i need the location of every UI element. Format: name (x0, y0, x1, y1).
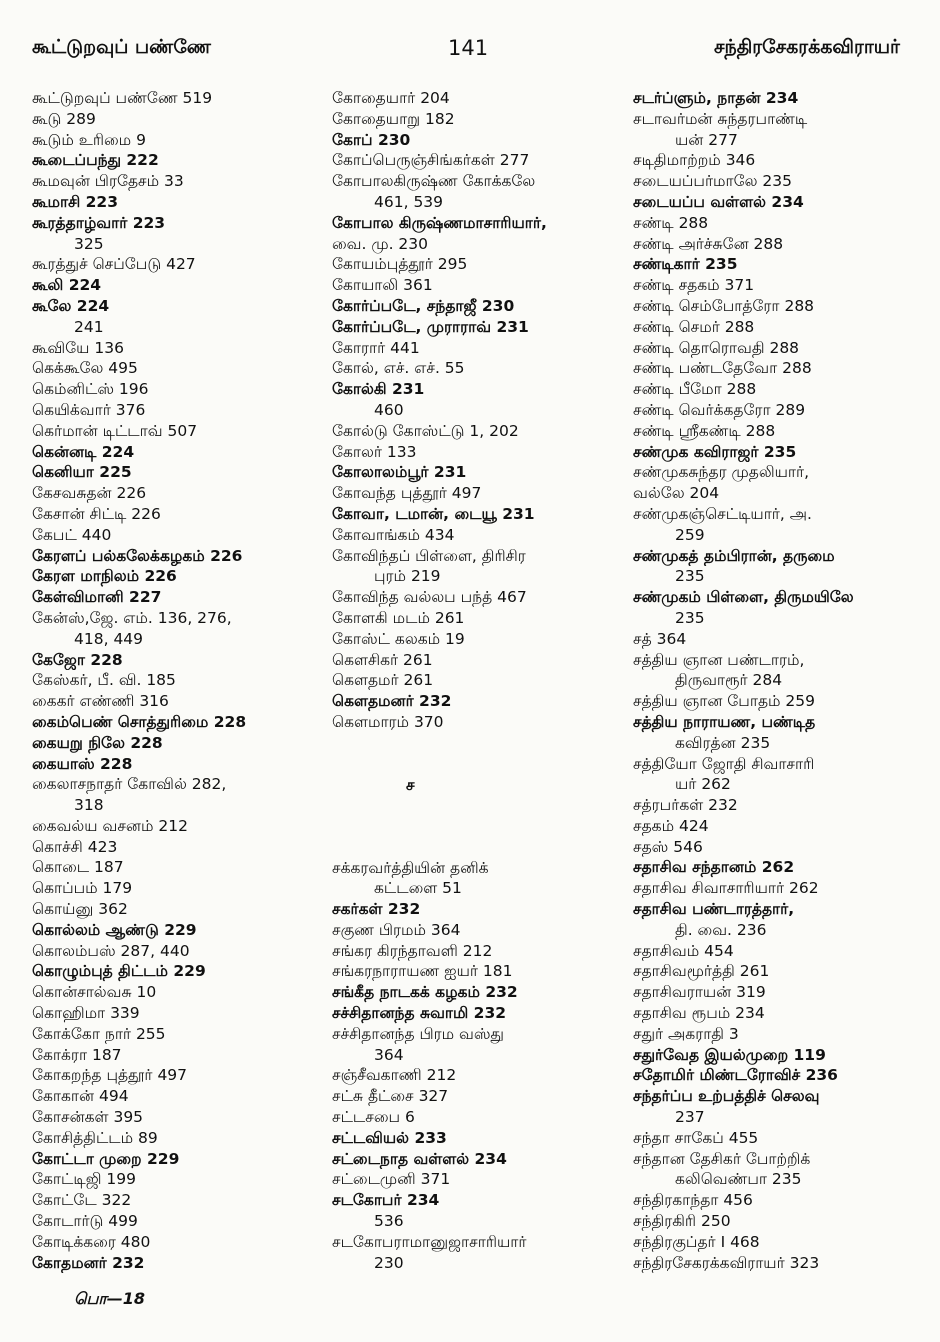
index-entry-continuation: 237 (675, 1108, 705, 1127)
index-entry: சண்டி வெர்க்கதரோ 289 (633, 400, 806, 419)
index-entry: சண்முகம் பிள்ளை, திருமயிலே (633, 588, 854, 607)
index-entry: சதகம் 424 (633, 816, 709, 835)
index-entry-continuation: கட்டளை 51 (374, 879, 462, 898)
index-entry: கூலே 224 (32, 296, 110, 315)
index-entry: கூடு 289 (32, 109, 96, 128)
section-gap (332, 733, 622, 775)
signature-mark: பொ—18 (74, 1289, 145, 1308)
index-entry: கௌசிகர் 261 (332, 650, 433, 669)
index-entry: கையாஸ் 228 (32, 754, 133, 773)
index-entry-continuation: 460 (374, 400, 404, 419)
index-entry: கோபால கிருஷ்ணமாசாரியார், (332, 213, 547, 232)
index-entry: சண்டி 288 (633, 213, 709, 232)
index-entry-continuation: தி. வை. 236 (675, 920, 767, 939)
index-entry: கோடார்டு 499 (32, 1212, 138, 1231)
index-entry: கொல்லம் ஆண்டு 229 (32, 920, 197, 939)
index-entry: கொய்னு 362 (32, 900, 128, 919)
index-entry-continuation: கலிவெண்பா 235 (675, 1170, 802, 1189)
index-entry: கூடைப்பந்து 222 (32, 151, 159, 170)
index-entry: கூட்டுறவுப் பண்ணே 519 (32, 89, 213, 107)
index-entry: கோடிக்கரை 480 (32, 1232, 151, 1251)
index-entry: கொலம்பஸ் 287, 440 (32, 941, 190, 960)
index-entry: கோவா, டமான், டையூ 231 (332, 504, 535, 523)
index-entry: சச்சிதானந்த பிரம வஸ்து (332, 1024, 504, 1043)
index-entry: சத்திய நாராயண, பண்டித (633, 712, 816, 731)
index-entry: கோவாங்கம் 434 (332, 525, 455, 544)
index-entry: கோயம்புத்தூர் 295 (332, 255, 468, 274)
index-entry: கேள்விமானி 227 (32, 588, 162, 607)
index-entry: சண்முகசுந்தர முதலியார், (633, 463, 810, 482)
index-entry: சதாசிவ ரூபம் 234 (633, 1004, 765, 1023)
index-entry: கோல்கி 231 (332, 380, 425, 399)
index-entry: சத்திய ஞான போதம் 259 (633, 692, 816, 711)
index-entry: கோதமனர் 232 (32, 1253, 145, 1272)
index-entry: கோட்டிஜி 199 (32, 1170, 136, 1189)
index-entry-continuation: 259 (675, 525, 705, 544)
index-entry: சடிதிமாற்றம் 346 (633, 151, 756, 170)
index-entry-continuation: 318 (74, 796, 104, 815)
index-entry: கோதையார் 204 (332, 89, 450, 107)
index-entry: சங்கர கிரந்தாவளி 212 (332, 941, 493, 960)
index-entry: கெர்மான் டிட்டாவ் 507 (32, 421, 198, 440)
index-entry: சந்தான தேசிகர் போற்றிக் (633, 1149, 811, 1168)
index-entry: கொஹிமா 339 (32, 1004, 140, 1023)
index-entry: கேஜோ 228 (32, 650, 123, 669)
index-entry-continuation: திருவாரூர் 284 (675, 671, 783, 690)
index-column-3 (633, 88, 933, 1273)
index-entry: கூரத்துச் செப்பேடு 427 (32, 255, 196, 274)
index-entry: கொடை 187 (32, 858, 124, 877)
index-entry: சக்கரவர்த்தியின் தனிக் (332, 858, 489, 877)
index-entry: சட்சு தீட்சை 327 (332, 1087, 449, 1106)
index-entry: சந்திரகாந்தா 456 (633, 1191, 753, 1210)
index-entry-continuation: யர் 262 (675, 775, 731, 794)
index-entry: சத்ரபர்கள் 232 (633, 796, 738, 815)
index-entry: கெம்னிட்ஸ் 196 (32, 380, 149, 399)
index-entry: கேஸ்கர், பீ. வி. 185 (32, 671, 176, 690)
index-entry: கோர்ப்படே, முராராவ் 231 (332, 317, 529, 336)
index-entry-continuation: 325 (74, 234, 104, 253)
index-entry: கௌமாரம் 370 (332, 712, 444, 731)
index-entry: கேரள மாநிலம் 226 (32, 567, 177, 586)
index-entry: கௌதமர் 261 (332, 671, 434, 690)
index-entry: கெயிக்வார் 376 (32, 400, 146, 419)
index-entry: கோகறந்த புத்தூர் 497 (32, 1066, 188, 1085)
index-entry: சடாவர்மன் சுந்தரபாண்டி (633, 109, 808, 128)
index-entry: கைகர் எண்ணி 316 (32, 692, 169, 711)
running-head-right: சந்திரசேகரக்கவிராயர் (714, 36, 900, 58)
index-entry: சடையப்பர்மாலே 235 (633, 172, 792, 191)
index-entry: கையறு நிலே 228 (32, 733, 163, 752)
index-entry: சதுர்வேத இயல்முறை 119 (633, 1045, 826, 1064)
index-entry: கென்னடி 224 (32, 442, 135, 461)
index-entry: கொழும்புத் திட்டம் 229 (32, 962, 206, 981)
index-entry: சஞ்சீவகாணி 212 (332, 1066, 457, 1085)
index-entry: சட்டசபை 6 (332, 1108, 415, 1127)
index-entry-continuation: 230 (374, 1253, 404, 1272)
index-entry: கோரார் 441 (332, 338, 420, 357)
index-entry: கோல்டு கோஸ்ட்டு 1, 202 (332, 421, 519, 440)
index-entry: சந்திரகிரி 250 (633, 1212, 731, 1231)
index-entry: கோவிந்தப் பிள்ளை, திரிசிர (332, 546, 526, 565)
index-entry: சடர்ப்ளும், நாதன் 234 (633, 89, 799, 107)
index-entry: கோஸ்ட் கலகம் 19 (332, 629, 465, 648)
index-entry: கொப்பம் 179 (32, 879, 133, 898)
section-letter-heading: ச (406, 775, 415, 794)
index-entry-continuation: 461, 539 (374, 192, 444, 211)
index-entry: சச்சிதானந்த சுவாமி 232 (332, 1004, 507, 1023)
index-entry-continuation: கவிரத்ன 235 (675, 733, 771, 752)
index-entry: கூடும் உரிமை 9 (32, 130, 146, 149)
index-entry: சங்கரநாராயண ஐயர் 181 (332, 962, 513, 981)
index-entry: சடகோபராமானுஜாசாரியார் (332, 1232, 527, 1251)
index-entry: கோவந்த புத்தூர் 497 (332, 484, 482, 503)
index-entry: கூலி 224 (32, 276, 102, 295)
index-entry: சண்முக கவிராஜர் 235 (633, 442, 797, 461)
index-entry: கோப் 230 (332, 130, 411, 149)
index-entry-continuation: 418, 449 (74, 629, 144, 648)
index-entry: சடகோபர் 234 (332, 1191, 440, 1210)
index-entry: கோலாலம்பூர் 231 (332, 463, 467, 482)
index-entry: சதாசிவராயன் 319 (633, 983, 766, 1002)
index-entry: சத்திய ஞான பண்டாரம், (633, 650, 805, 669)
index-entry: சண்டி பீமோ 288 (633, 380, 757, 399)
running-head-left: கூட்டுறவுப் பண்ணே (32, 36, 211, 58)
index-entry: கூமாசி 223 (32, 192, 119, 211)
index-entry: கேரளப் பல்கலேக்கழகம் 226 (32, 546, 243, 565)
index-entry: சதுர் அகராதி 3 (633, 1024, 739, 1043)
index-entry: சந்திரகுப்தர் I 468 (633, 1232, 760, 1251)
index-entry: சந்தர்ப்ப உற்பத்திச் செலவு (633, 1087, 820, 1106)
index-entry: சதாசிவமூர்த்தி 261 (633, 962, 770, 981)
index-column-1 (32, 88, 322, 1273)
index-entry: வல்லே 204 (633, 484, 720, 503)
index-entry: கோசித்திட்டம் 89 (32, 1128, 158, 1147)
index-entry: கூரத்தாழ்வார் 223 (32, 213, 166, 232)
index-entry: கோப்பெருஞ்சிங்கர்கள் 277 (332, 151, 530, 170)
index-entry: சந்தா சாகேப் 455 (633, 1128, 759, 1147)
index-entry-continuation: 241 (74, 317, 104, 336)
index-entry: சட்டவியல் 233 (332, 1128, 447, 1147)
index-entry: கைலாசநாதர் கோவில் 282, (32, 775, 227, 794)
page-number: 141 (448, 36, 489, 60)
index-entry: சண்டி அர்ச்சுனே 288 (633, 234, 784, 253)
index-entry: கௌதமனர் 232 (332, 692, 452, 711)
index-entry: கேசான் சிட்டி 226 (32, 504, 161, 523)
index-entry: கோல், எச். எச். 55 (332, 359, 465, 378)
index-entry: கெனியா 225 (32, 463, 132, 482)
index-entry-continuation: 235 (675, 567, 705, 586)
index-entry: கோக்ரா 187 (32, 1045, 122, 1064)
index-entry: சண்டி செமர் 288 (633, 317, 755, 336)
index-entry-continuation: 536 (374, 1212, 404, 1231)
index-entry: சதாசிவ சந்தானம் 262 (633, 858, 795, 877)
index-entry: கொன்சால்வசு 10 (32, 983, 157, 1002)
index-entry: கைவல்ய வசனம் 212 (32, 816, 188, 835)
index-entry: வை. மு. 230 (332, 234, 429, 253)
index-entry: கோலர் 133 (332, 442, 417, 461)
index-entry: கொச்சி 423 (32, 837, 118, 856)
index-entry: சண்டிகார் 235 (633, 255, 738, 274)
index-entry: கோசன்கள் 395 (32, 1108, 144, 1127)
index-entry: கோளகி மடம் 261 (332, 608, 465, 627)
index-entry: சண்டி ஸ்ரீகண்டி 288 (633, 421, 776, 440)
index-entry: சதாசிவ பண்டாரத்தார், (633, 900, 795, 919)
index-entry: கோக்கோ நார் 255 (32, 1024, 166, 1043)
index-entry: சதோமிர் மிண்டரோவிச் 236 (633, 1066, 838, 1085)
index-entry: கோர்ப்படே, சந்தாஜீ 230 (332, 296, 515, 315)
index-entry-continuation: 235 (675, 608, 705, 627)
index-entry: சதஸ் 546 (633, 837, 703, 856)
index-entry: சந்திரசேகரக்கவிராயர் 323 (633, 1253, 820, 1272)
index-entry: சத்தியோ ஜோதி சிவாசாரி (633, 754, 815, 773)
index-entry: சட்டைமுனி 371 (332, 1170, 451, 1189)
index-entry: கேன்ஸ்,ஜே. எம். 136, 276, (32, 608, 232, 627)
index-entry: சண்முகஞ்செட்டியார், அ. (633, 504, 812, 523)
index-entry: சத் 364 (633, 629, 687, 648)
index-entry: சண்டி தொரொவதி 288 (633, 338, 800, 357)
index-entry: கோட்டா முறை 229 (32, 1149, 180, 1168)
index-entry: கைம்பெண் சொத்துரிமை 228 (32, 712, 247, 731)
index-entry: சதாசிவம் 454 (633, 941, 734, 960)
index-entry: கோதையாறு 182 (332, 109, 455, 128)
index-entry: சண்டி பண்டதேவோ 288 (633, 359, 812, 378)
index-entry: சகுண பிரமம் 364 (332, 920, 461, 939)
index-entry: சட்டைநாத வள்ளல் 234 (332, 1149, 507, 1168)
index-entry: சண்முகத் தம்பிரான், தருமை (633, 546, 835, 565)
index-entry: சகர்கள் 232 (332, 900, 421, 919)
index-entry: கூவியே 136 (32, 338, 124, 357)
index-entry: கோவிந்த வல்லப பந்த் 467 (332, 588, 527, 607)
index-entry: கேசவசுதன் 226 (32, 484, 147, 503)
index-entry: கூமவுன் பிரதேசம் 33 (32, 172, 184, 191)
index-entry: சண்டி சதகம் 371 (633, 276, 755, 295)
index-entry-continuation: புரம் 219 (374, 567, 441, 586)
index-entry: கோகான் 494 (32, 1087, 129, 1106)
index-entry: சண்டி செம்போத்ரோ 288 (633, 296, 815, 315)
index-entry: கோட்டே 322 (32, 1191, 132, 1210)
index-entry: கெக்கூலே 495 (32, 359, 138, 378)
index-entry: சங்கீத நாடகக் கழகம் 232 (332, 983, 518, 1002)
section-gap (332, 796, 622, 858)
index-entry-continuation: 364 (374, 1045, 404, 1064)
index-entry-continuation: யன் 277 (675, 130, 738, 149)
index-entry: கோபாலகிருஷ்ண கோக்கலே (332, 172, 536, 191)
index-entry: சடையப்ப வள்ளல் 234 (633, 192, 804, 211)
index-entry: கேபட் 440 (32, 525, 112, 544)
index-column-2 (332, 88, 622, 1273)
index-entry: கோயாலி 361 (332, 276, 433, 295)
index-entry: சதாசிவ சிவாசாரியார் 262 (633, 879, 819, 898)
